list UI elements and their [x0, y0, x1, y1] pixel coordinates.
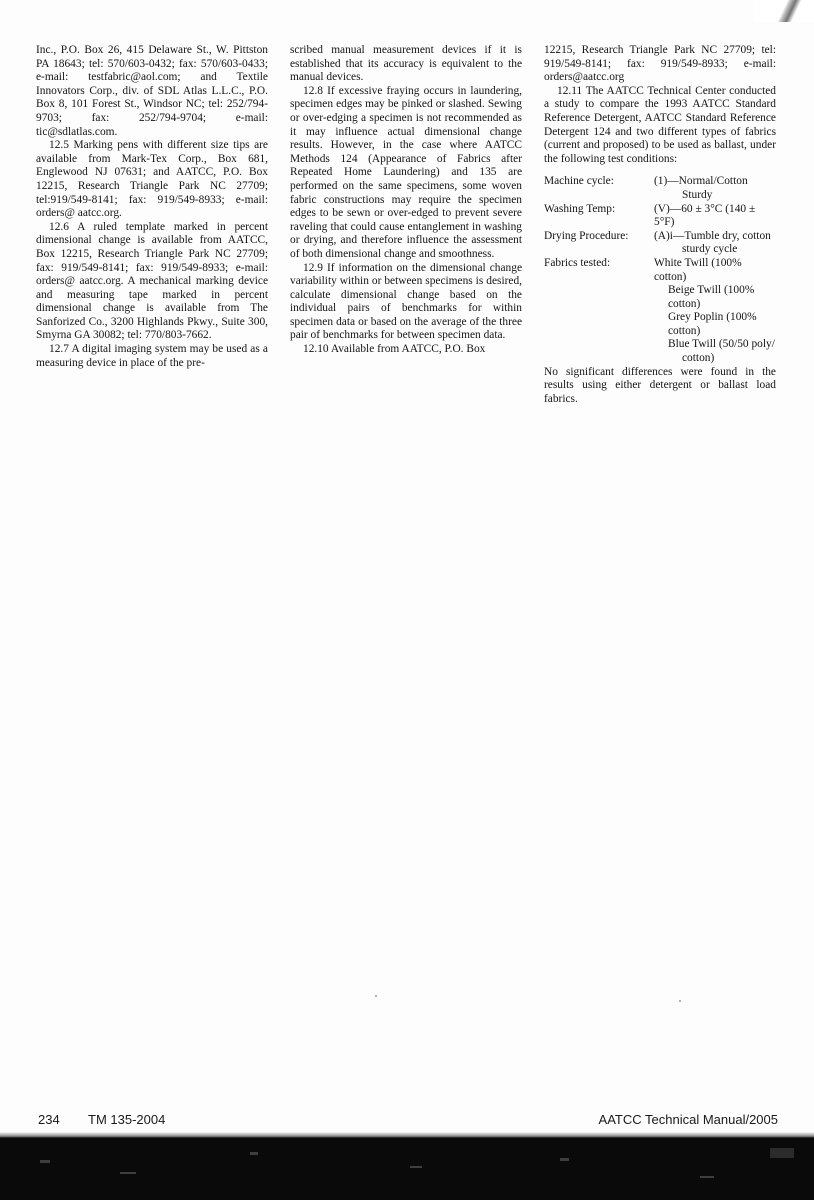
condition-row-drying-procedure: [544, 230, 776, 257]
paragraph-12-5: 12.5 Marking pens with different size tips are available from Mark-Tex Corp., Box 681, Englewood NJ 07631; and AATCC, P.O. Box 12215, Research Triangle Park NC 27709; tel:919/549-8141; fax: 919/549-8933; e-mail: orders@ aatcc.org.: [36, 139, 268, 220]
condition-row-washing-temp: [544, 203, 776, 230]
scan-artifact-bottom: [0, 1138, 814, 1200]
paragraph-12-10-continued: 12215, Research Triangle Park NC 27709; tel: 919/549-8141; fax: 919/549-8933; e-mail: orders@aatcc.org: [544, 44, 776, 84]
condition-value-sub: Sturdy: [682, 188, 713, 201]
condition-value-sub: sturdy cycle: [682, 243, 738, 256]
column-two: [290, 44, 522, 406]
paragraph-closing-note: No significant differences were found in the results using either detergent or ballast load fabrics.: [544, 365, 776, 405]
column-one: [36, 44, 268, 406]
condition-value-text: White Twill (100% cotton): [654, 256, 742, 283]
paragraph-12-9: 12.9 If information on the dimensional change variability within or between specimens is desired, calculate dimensional change based on the individual pairs of benchmarks for within specimen data or based on the average of the three pair of benchmarks for between specimen data.: [290, 261, 522, 342]
paragraph-12-7: 12.7 A digital imaging system may be used as a measuring device in place of the pre-: [36, 343, 268, 369]
page-columns: [36, 44, 778, 406]
paragraph-12-10: 12.10 Available from AATCC, P.O. Box: [303, 343, 486, 356]
condition-row-fabrics-tested: [544, 257, 776, 366]
condition-term: Fabrics tested:: [544, 256, 611, 269]
condition-value: [654, 175, 776, 202]
fabric-item-beige-twill: Beige Twill (100% cotton): [668, 284, 755, 310]
paragraph-contact-continued: Inc., P.O. Box 26, 415 Delaware St., W. Pittston PA 18643; tel: 570/603-0432; fax: 570/603-0433; e-mail: testfabric@aol.com; and Textile Innovators Corp., div. of SDL Atlas L.L.C., P.O. Box 8, 101 Forest St., Windsor NC; tel: 252/794-9703; fax: 252/794-9704; e-mail: tic@sdlatlas.com.: [36, 44, 268, 138]
condition-value: [654, 257, 776, 366]
condition-row-machine-cycle: [544, 175, 776, 202]
scan-speck: [679, 1000, 681, 1002]
paragraph-12-6: 12.6 A ruled template marked in percent dimensional change is available from AATCC, Box 12215, Research Triangle Park NC 27709; fax: 919/549-8141; fax: 919/549-8933; e-mail: orders@ aatcc.org. A mechanical marking device and measuring tape marked in percent dimensional change is available from The Sanforized Co., 3200 Highlands Pkwy., Suite 300, Smyrna GA 30082; tel: 770/803-7662.: [36, 220, 268, 342]
condition-term: Washing Temp:: [544, 202, 616, 215]
fabric-item-grey-poplin: Grey Poplin (100% cotton): [668, 311, 757, 337]
column-three: [544, 44, 776, 406]
scan-artifact-corner: [754, 0, 814, 22]
paragraph-12-7-continued: scribed manual measurement devices if it is established that its accuracy is equivalent to the manual devices.: [290, 44, 522, 84]
condition-value-text: (V)—60 ± 3°C (140 ± 5°F): [654, 202, 756, 229]
paragraph-12-11: 12.11 The AATCC Technical Center conducted a study to compare the 1993 AATCC Standard Reference Detergent, AATCC Standard Reference Detergent 124 and two different types of fabrics (current and proposed) to be used as ballast, under the following test conditions:: [544, 84, 776, 165]
condition-value: [654, 203, 776, 230]
footer-document-id: TM 135-2004: [88, 1112, 166, 1127]
fabric-item-blue-twill-cont: cotton): [682, 352, 715, 365]
paragraph-12-8: 12.8 If excessive fraying occurs in laundering, specimen edges may be pinked or slashed. Sewing or over-edging a specimen is not recommended as it may influence actual dimensional change results. However, in the case where AATCC Methods 124 (Appearance of Fabrics after Repeated Home Laundering) and 135 are performed on the same specimens, some woven fabric constructions may require the specimen edges to be sewn or over-edged to prevent severe raveling that could cause entanglement in washing or drying, and therefore influence the assessment of both dimensional change and smoothness.: [290, 84, 522, 260]
footer-page-number: 234: [38, 1112, 60, 1127]
footer-manual-title: AATCC Technical Manual/2005: [598, 1112, 778, 1127]
condition-term: Machine cycle:: [544, 175, 614, 188]
condition-term: Drying Procedure:: [544, 229, 629, 242]
condition-value: [654, 230, 776, 257]
condition-value-text: (A)i—Tumble dry, cotton: [654, 229, 771, 242]
condition-value-text: (1)—Normal/Cotton: [654, 175, 748, 188]
test-conditions-list: [544, 175, 776, 365]
scan-speck: [375, 995, 377, 997]
page-footer: [0, 1112, 814, 1132]
fabric-item-blue-twill: Blue Twill (50/50 poly/: [668, 338, 775, 351]
